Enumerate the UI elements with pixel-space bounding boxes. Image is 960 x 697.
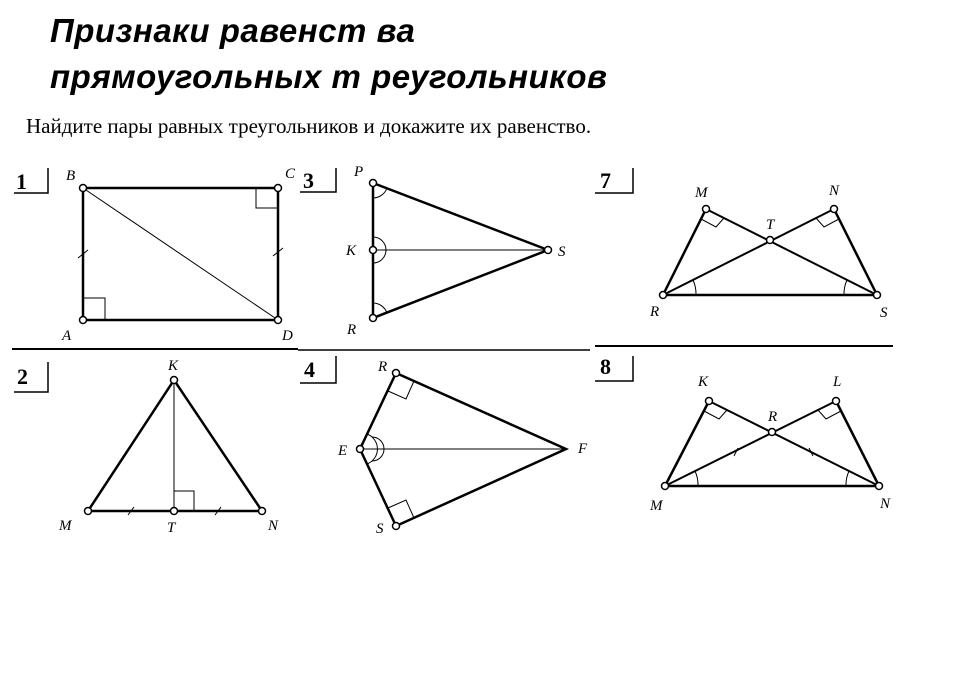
label-k: K: [168, 358, 179, 374]
segment-nr: [663, 209, 834, 295]
point-k: [370, 247, 377, 254]
point-s: [545, 247, 552, 254]
point-m: [85, 508, 92, 515]
label-a: A: [62, 328, 72, 344]
label-t: T: [766, 217, 775, 233]
diagonal-bd: [83, 188, 278, 320]
label-l: L: [833, 374, 842, 390]
segment-kn: [709, 401, 879, 486]
label-r: R: [650, 304, 660, 320]
figure-4: [300, 356, 588, 537]
point-r: [370, 315, 377, 322]
point-k: [171, 377, 178, 384]
right-angle-k: [704, 410, 727, 419]
label-d: D: [282, 328, 293, 344]
label-n: N: [880, 496, 891, 512]
segment-lm: [665, 401, 836, 486]
figure-8: [595, 354, 891, 514]
label-c: C: [285, 166, 296, 182]
label-m: M: [59, 518, 72, 534]
label-r: R: [347, 322, 357, 338]
angle-arc-r: [693, 280, 696, 295]
point-m: [662, 483, 669, 490]
angle-arc-r: [373, 303, 387, 313]
label-b: B: [66, 168, 76, 184]
figure-4-number: 4: [304, 357, 315, 382]
label-e: E: [338, 443, 348, 459]
label-m: M: [650, 498, 663, 514]
title-line-1: Признаки равенст ва: [50, 12, 416, 49]
point-k: [706, 398, 713, 405]
point-a: [80, 317, 87, 324]
right-angle-a: [83, 298, 105, 320]
figure-8-number: 8: [600, 354, 611, 379]
segment-rm: [663, 209, 706, 295]
point-n: [876, 483, 883, 490]
point-t: [171, 508, 178, 515]
right-angle-l: [818, 410, 841, 419]
right-angle-c: [256, 188, 278, 208]
angle-arc-m: [695, 471, 698, 486]
label-r: R: [378, 359, 388, 375]
right-angle-n: [816, 218, 839, 227]
angle-arc-s: [844, 280, 847, 295]
label-s: S: [376, 521, 384, 537]
figure-1-number: 1: [16, 169, 27, 194]
label-f: F: [578, 441, 588, 457]
point-p: [370, 180, 377, 187]
section-dividers: [12, 346, 893, 350]
figure-1: [14, 166, 296, 344]
point-c: [275, 185, 282, 192]
point-s: [393, 523, 400, 530]
label-n: N: [268, 518, 279, 534]
label-n: N: [829, 183, 840, 199]
label-m: M: [695, 185, 708, 201]
point-s: [874, 292, 881, 299]
point-r: [393, 370, 400, 377]
right-angle-m: [701, 218, 724, 227]
figure-2: [14, 358, 279, 536]
point-r: [660, 292, 667, 299]
segment-sn: [834, 209, 877, 295]
label-s: S: [558, 244, 566, 260]
figure-3-number: 3: [303, 168, 314, 193]
angle-arc-p: [373, 188, 387, 198]
figure-3: [300, 164, 566, 338]
point-b: [80, 185, 87, 192]
label-p: P: [354, 164, 364, 180]
figure-7-number: 7: [600, 168, 611, 193]
label-t: T: [167, 520, 176, 536]
angle-arc-n: [846, 471, 849, 486]
label-s: S: [880, 305, 888, 321]
figure-2-number: 2: [17, 364, 28, 389]
title-line-2: прямоугольных т реугольников: [50, 58, 608, 95]
point-d: [275, 317, 282, 324]
segment-nl: [836, 401, 879, 486]
point-t: [767, 237, 774, 244]
label-k: K: [698, 374, 709, 390]
point-n: [831, 206, 838, 213]
task-text: Найдите пары равных треугольников и докажите их равенство.: [26, 114, 592, 138]
point-m: [703, 206, 710, 213]
point-n: [259, 508, 266, 515]
point-r: [769, 429, 776, 436]
label-k: K: [346, 243, 357, 259]
point-e: [357, 446, 364, 453]
label-r: R: [768, 409, 778, 425]
figure-7: [595, 168, 888, 321]
segment-mk: [665, 401, 709, 486]
point-l: [833, 398, 840, 405]
segment-ms: [706, 209, 877, 295]
